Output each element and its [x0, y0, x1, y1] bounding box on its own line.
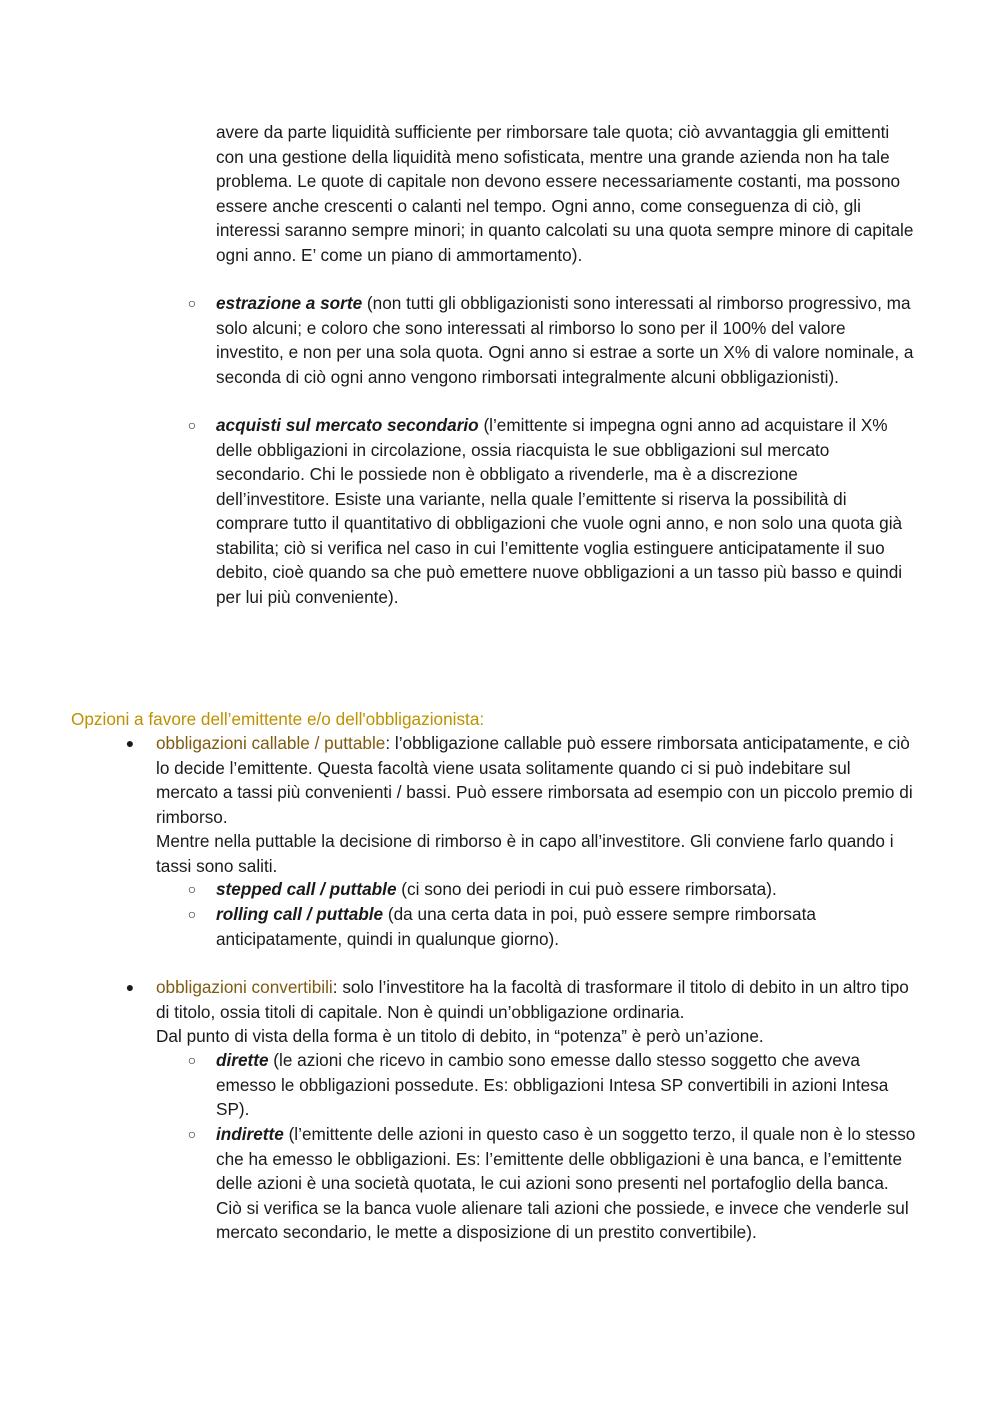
list-item-rolling — [187, 902, 916, 951]
hollow-bullet-icon: ○ — [187, 417, 197, 433]
desc-convertibili-forma: Dal punto di vista della forma è un titolo di debito, in “potenza” è però un’azione. — [156, 1026, 764, 1046]
list-item-convertibili — [125, 975, 916, 1049]
desc-stepped: (ci sono dei periodi in cui può essere rimborsata). — [396, 879, 777, 899]
hollow-bullet-icon: ○ — [187, 1052, 197, 1068]
hollow-bullet-icon: ○ — [187, 906, 197, 922]
list-item-acquisti — [187, 413, 916, 609]
term-acquisti: acquisti sul mercato secondario — [216, 415, 479, 435]
desc-estrazione: (non tutti gli obbligazionisti sono interessati al rimborso progressivo, ma solo alcuni; e coloro che sono interessati al rimborso lo sono per il 100% del valore investito, e non per una sola quota. Ogni anno si estrae a sorte un X% di valore nominale, a seconda di ciò ogni anno vengono rimborsati integralmente alcuni obbligazionisti). — [216, 293, 914, 387]
list-item-stepped — [187, 877, 916, 902]
hollow-bullet-icon: ○ — [187, 295, 197, 311]
hollow-bullet-icon: ○ — [187, 881, 197, 897]
list-item-dirette — [187, 1048, 916, 1122]
hollow-bullet-icon: ○ — [187, 1126, 197, 1142]
list-item-callable — [125, 731, 916, 878]
term-indirette: indirette — [216, 1124, 284, 1144]
term-estrazione: estrazione a sorte — [216, 293, 363, 313]
term-rolling: rolling call / puttable — [216, 904, 384, 924]
desc-acquisti: (l’emittente si impegna ogni anno ad acquistare il X% delle obbligazioni in circolazione, ossia riacquista le sue obbligazioni sul mercato secondario. Chi le possiede non è obbligato a rivenderle, ma è a discrezione dell’investitore. Esiste una variante, nella quale l’emittente si riserva la possibilità di comprare tutto il quantitativo di obbligazioni che vuole ogni anno, e non solo una quota già stabilita; ciò si verifica nel caso in cui l’emittente voglia estinguere anticipatamente il suo debito, cioè quando sa che può emettere nuove obbligazioni a un tasso più basso e quindi per lui più conveniente). — [216, 415, 903, 607]
continuation-paragraph — [216, 120, 916, 267]
term-callable: obbligazioni callable / puttable — [156, 733, 386, 753]
filled-bullet-icon: ● — [125, 979, 135, 995]
continuation-text: avere da parte liquidità sufficiente per rimborsare tale quota; ciò avvantaggia gli emittenti con una gestione della liquidità meno sofisticata, mentre una grande azienda non ha tale problema. Le quote di capitale non devono essere necessariamente costanti, ma possono essere anche crescenti o calanti nel tempo. Ogni anno, come conseguenza di ciò, gli interessi saranno sempre minori; in quanto calcolati su una quota sempre minore di capitale ogni anno. E’ come un piano di ammortamento). — [216, 122, 914, 265]
term-dirette: dirette — [216, 1050, 269, 1070]
desc-rolling: (da una certa data in poi, può essere sempre rimborsata anticipatamente, quindi in qualunque giorno). — [216, 904, 816, 949]
desc-dirette: (le azioni che ricevo in cambio sono emesse dallo stesso soggetto che aveva emesso le obbligazioni possedute. Es: obbligazioni Intesa SP convertibili in azioni Intesa SP). — [216, 1050, 889, 1119]
list-item-estrazione — [187, 291, 916, 389]
term-convertibili: obbligazioni convertibili — [156, 977, 333, 997]
desc-puttable: Mentre nella puttable la decisione di rimborso è in capo all’investitore. Gli conviene farlo quando i tassi sono saliti. — [156, 831, 894, 876]
filled-bullet-icon: ● — [125, 735, 135, 751]
desc-indirette: (l’emittente delle azioni in questo caso è un soggetto terzo, il quale non è lo stesso che ha emesso le obbligazioni. Es: l’emittente delle obbligazioni è una banca, e l’emittente delle azioni è una società quotata, le cui azioni sono presenti nel portafoglio della banca. Ciò si verifica se la banca vuole alienare tali azioni che possiede, e invece che venderle sul mercato secondario, le mette a disposizione di un prestito convertibile). — [216, 1124, 916, 1242]
term-stepped: stepped call / puttable — [216, 879, 397, 899]
list-item-indirette — [187, 1122, 916, 1245]
desc-convertibili: : solo l’investitore ha la facoltà di trasformare il titolo di debito in un altro tipo di titolo, ossia titoli di capitale. Non è quindi un’obbligazione ordinaria. — [156, 977, 909, 1022]
desc-callable: : l’obbligazione callable può essere rimborsata anticipatamente, e ciò lo decide l’emittente. Questa facoltà viene usata solitamente quando ci si può indebitare sul mercato a tassi più convenienti / bassi. Può essere rimborsata ad esempio con un piccolo premio di rimborso. — [156, 733, 913, 827]
section-heading: Opzioni a favore dell’emittente e/o dell'obbligazionista: — [71, 709, 485, 729]
